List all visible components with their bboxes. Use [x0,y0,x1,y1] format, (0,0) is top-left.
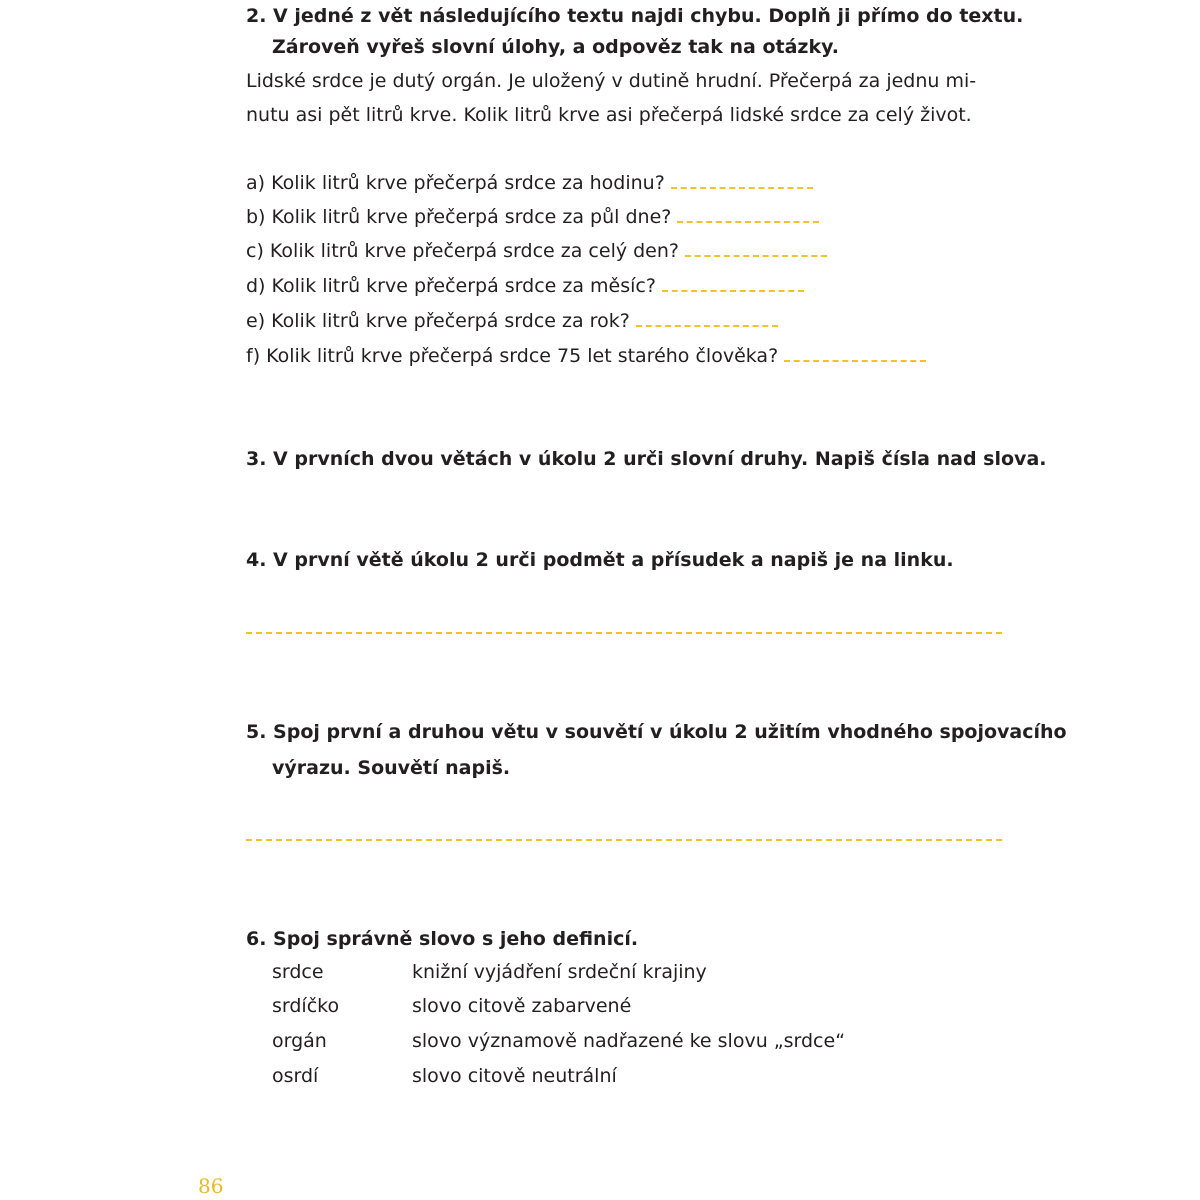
question-text: e) Kolik litrů krve přečerpá srdce za rok? [246,310,630,332]
match-row [272,1060,617,1092]
task4-answer-line[interactable] [246,632,1002,634]
answer-line[interactable] [685,251,827,257]
match-word[interactable]: orgán [272,1030,327,1052]
match-word[interactable]: srdce [272,961,324,983]
match-row [272,956,707,988]
page-number: 86 [198,1174,224,1198]
question-c [246,235,827,267]
answer-line[interactable] [784,356,926,362]
match-definition[interactable]: knižní vyjádření srdeční krajiny [412,961,707,983]
task2-text-line2: nutu asi pět litrů krve. Kolik litrů krve asi přečerpá lidské srdce za celý život. [246,104,972,126]
question-text: a) Kolik litrů krve přečerpá srdce za hodinu? [246,172,665,194]
task2-title-line1: 2. V jedné z vět následujícího textu najdi chybu. Doplň ji přímo do textu. [246,5,1024,27]
answer-line[interactable] [677,217,819,223]
match-word[interactable]: osrdí [272,1065,319,1087]
task5-title-line2: výrazu. Souvětí napiš. [272,757,511,779]
question-text: f) Kolik litrů krve přečerpá srdce 75 let starého člověka? [246,345,779,367]
task5-answer-line[interactable] [246,839,1002,841]
question-text: c) Kolik litrů krve přečerpá srdce za celý den? [246,240,680,262]
answer-line[interactable] [671,183,813,189]
question-b [246,201,819,233]
match-definition[interactable]: slovo citově neutrální [412,1065,617,1087]
question-e [246,305,778,337]
question-d [246,270,804,302]
task2-title-line2: Zároveň vyřeš slovní úlohy, a odpověz tak na otázky. [272,36,839,58]
task2-text-line1: Lidské srdce je dutý orgán. Je uložený v dutině hrudní. Přečerpá za jednu mi- [246,70,977,92]
question-text: d) Kolik litrů krve přečerpá srdce za měsíc? [246,275,656,297]
match-row [272,1025,845,1057]
answer-line[interactable] [662,286,804,292]
question-f [246,340,926,372]
task5-title-line1: 5. Spoj první a druhou větu v souvětí v úkolu 2 užitím vhodného spojovacího [246,721,1067,743]
question-text: b) Kolik litrů krve přečerpá srdce za půl dne? [246,206,672,228]
match-definition[interactable]: slovo významově nadřazené ke slovu „srdce“ [412,1030,846,1052]
task3-title: 3. V prvních dvou větách v úkolu 2 urči slovní druhy. Napiš čísla nad slova. [246,448,1047,470]
answer-line[interactable] [636,321,778,327]
match-word[interactable]: srdíčko [272,995,340,1017]
match-row [272,990,631,1022]
task6-title: 6. Spoj správně slovo s jeho definicí. [246,928,639,950]
task4-title: 4. V první větě úkolu 2 urči podmět a přísudek a napiš je na linku. [246,549,954,571]
match-definition[interactable]: slovo citově zabarvené [412,995,632,1017]
question-a [246,167,813,199]
